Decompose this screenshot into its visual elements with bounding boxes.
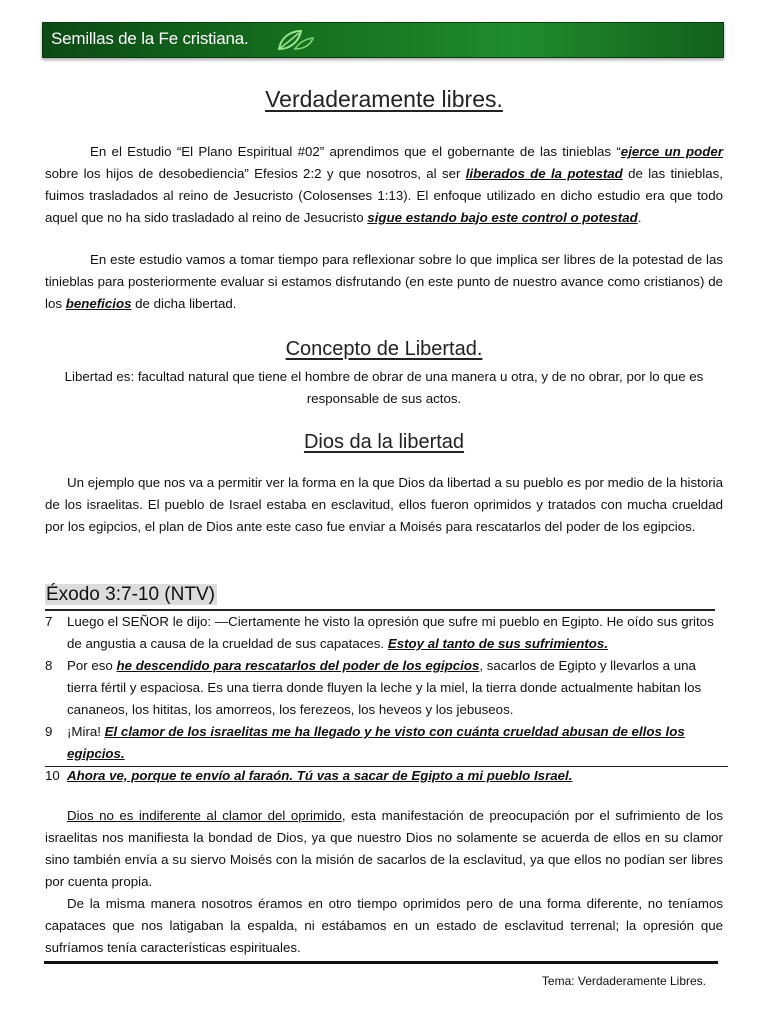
intro-p1-emphasis-3: sigue estando bajo este control o potestad <box>367 210 638 225</box>
intro-p1-text-c: sobre los hijos de desobediencia” Efesios 2:2 y que nosotros, al ser <box>45 166 466 181</box>
verse-text: Luego el SEÑOR le dijo: —Ciertamente he visto la opresión que sufre mi pueblo en Egipto. He oído sus gritos de angustia a causa de la crueldad de sus capataces. <box>67 614 714 651</box>
verse-number: 7 <box>45 614 53 629</box>
intro-p2-text-c: de dicha libertad. <box>131 296 237 311</box>
intro-p2-text-a: En este estudio vamos a tomar tiempo para reflexionar sobre lo que implica ser libres de la potestad de las tinieblas para posteriormente evaluar si estamos disfrutando (en este punto de nuestro avance como cristianos) de los <box>45 252 723 311</box>
verse-9 <box>45 721 725 765</box>
definition-text: Libertad es: facultad natural que tiene el hombre de obrar de una manera u otra, y de no obrar, por lo que es responsable de sus actos. <box>64 369 704 406</box>
verse-emphasis: he descendido para rescatarlos del poder de los egipcios <box>116 658 480 673</box>
verse-text: , sacarlos de Egipto y llevarlos a una tierra fértil y espaciosa. Es una tierra donde fluyen la leche y la miel, la tierra donde actualmente habitan los cananeos, los hititas, los amorreos, los ferezeos, los heveos y los jebuseos. <box>67 658 702 717</box>
verse-number: 9 <box>45 724 53 739</box>
banner-title: Semillas de la Fe cristiana. <box>51 29 249 48</box>
header-banner <box>42 22 724 58</box>
reflection-paragraph-1 <box>45 805 723 893</box>
intro-p2-emphasis: beneficios <box>65 296 132 311</box>
verse-number: 8 <box>45 658 53 673</box>
intro-p1-text-g: . <box>637 210 642 225</box>
scripture-heading <box>45 582 715 611</box>
scripture-divider <box>45 766 728 767</box>
scripture-verses <box>45 611 725 787</box>
intro-p1-text-a: En el Estudio “El Plano Espiritual #02” aprendimos que el gobernante de las tinieblas “ <box>90 144 621 159</box>
verse-8 <box>45 655 725 721</box>
intro-p1-text-e: de las tinieblas, fuimos trasladados al reino de Jesucristo (Colosenses 1:13). El enfoque utilizado en dicho estudio era que todo aquel que no ha sido trasladado al reino de Jesucristo <box>45 166 723 225</box>
reflection-text: , esta manifestación de preocupación por el sufrimiento de los israelitas nos manifiesta la bondad de Dios, ya que nuestro Dios no solamente se acuerda de ellos en su clamor sino también envía a su siervo Moisés con la misión de sacarlos de la esclavitud, ya que ellos no podían ser libres por cuenta propia. <box>45 808 723 889</box>
verse-emphasis: El clamor de los israelitas me ha llegado y he visto con cuánta crueldad abusan de ellos los egipcios. <box>67 724 685 761</box>
intro-p1-emphasis-2: liberados de la potestad <box>465 166 623 181</box>
section-heading-dios: Dios da la libertad <box>303 431 465 453</box>
verse-number: 10 <box>45 768 60 783</box>
verse-10 <box>45 765 725 787</box>
reflection-paragraph-2: De la misma manera nosotros éramos en otro tiempo oprimidos pero de una forma diferente, no teníamos capataces que nos latigaban la espalda, ni estábamos en un estado de esclavitud terrenal; la opresión que sufríamos tenía características espirituales. <box>45 896 723 955</box>
section-heading-concepto: Concepto de Libertad. <box>285 338 483 360</box>
dios-paragraph: Un ejemplo que nos va a permitir ver la forma en la que Dios da libertad a su pueblo es por medio de la historia de los israelitas. El pueblo de Israel estaba en esclavitud, ellos fueron oprimidos y tratados con mucha crueldad por los egipcios, el plan de Dios ante este caso fue enviar a Moisés para rescatarlos del poder de los egipcios. <box>45 475 723 534</box>
page-title: Verdaderamente libres. <box>265 86 503 112</box>
verse-text: Por eso <box>67 658 117 673</box>
reflection-emphasis: Dios no es indiferente al clamor del oprimido <box>67 808 342 823</box>
intro-paragraph-2 <box>45 249 723 315</box>
intro-paragraph-1 <box>45 141 723 229</box>
verse-emphasis: Ahora ve, porque te envío al faraón. Tú vas a sacar de Egipto a mi pueblo Israel. <box>67 768 573 783</box>
verse-7 <box>45 611 725 655</box>
footer-divider <box>44 961 718 964</box>
scripture-reference: Éxodo 3:7-10 (NTV) <box>46 584 215 605</box>
verse-text: ¡Mira! <box>67 724 105 739</box>
leaf-icon <box>275 27 315 58</box>
intro-p1-emphasis-1: ejerce un poder <box>620 144 723 159</box>
footer-topic: Tema: Verdaderamente Libres. <box>541 974 706 988</box>
verse-emphasis: Estoy al tanto de sus sufrimientos. <box>387 636 609 651</box>
